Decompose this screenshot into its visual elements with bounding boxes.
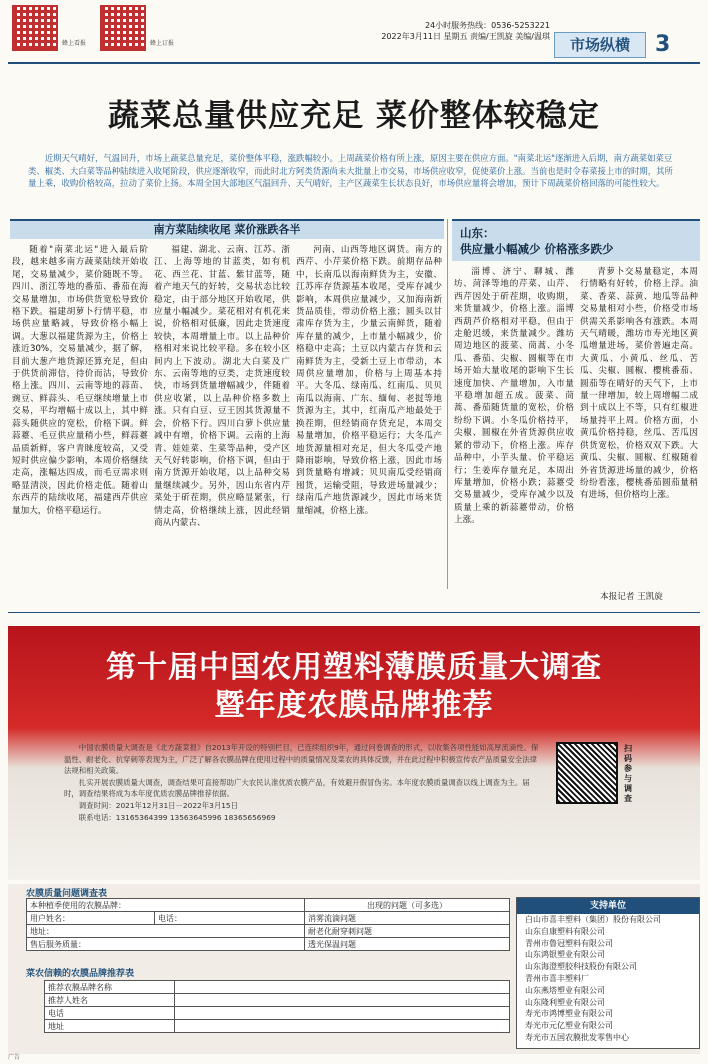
subhead-place: 山东： [460,226,495,240]
farmer-name-field[interactable]: 用户姓名： [27,912,155,925]
ad-body-1: 中国农膜质量大调查是《北方蔬菜报》自2013年开设的特别栏目，已连续组织9年，通过问卷调查的形式，以收集各项性能如高厚流滴性、保温性、耐老化、抗穿刺等表现为主，广泛了解各农膜品牌在使用过程中的质量情况及菜农的具体反馈，并在此过程中积极宣传农产品质量安全法律法规和相关政策。 [64,743,539,776]
subhead-shandong [452,219,700,261]
column-divider [447,219,448,589]
article-bottom-rule [8,612,700,613]
service-field[interactable]: 售后服务质量： [27,938,305,951]
supporter-item: 寿光市元亿塑业有限公司 [525,1021,613,1031]
supporters-title: 支持单位 [517,898,699,914]
supporter-item: 山东隆利塑业有限公司 [525,997,605,1007]
supporter-item: 寿光市五国农膜批发零售中心 [525,1032,629,1042]
supporter-item: 白山市喜丰塑料（集团）股份有限公司 [525,915,661,924]
issue-fog[interactable]: 消雾流滴问题 [305,912,510,925]
column-1: 随着"南菜北运"进入最后阶段，越来越多南方蔬菜陆续开始收尾，交易量减少，菜价随既不等。四川、浙江等地的番茄、番茄在海交易量增加，市场供货宽松导致价格下跌。福建胡萝卜行情平稳，市场供应量略减，导致价格小幅上调。大葱以福建货源为主，价格上涨近30%，交易量减少，据了解，目前大葱产地货源还算充足，但由于供货前滞信，待价而沽，导致价格上涨。四川、云南等地的蒜苗、豌豆、鲜蒜头、毛豆继续增量上市交易，平均增幅十成以上，其中鲜蒜头随供应的宽松，价格下调。鲜蒜薹、毛豆供应量稍小些，鲜蒜薹品质新鲜，客户青睐度较高，又受短时供应偏少影响，本周价格继续走高，涨幅达四成，而毛豆需求则略显清淡，因此价格走低。随着山东西芹的陆续收尾，福建西芹供应量加大，价格平稳运行。 [12,245,148,516]
brand-field[interactable]: 本种植季使用的农膜品牌： [27,899,305,912]
qr-read-label: 蜂上看报 [62,40,87,47]
ad-title-sub: 暨年度农膜品牌推荐 [214,688,494,723]
lead-paragraph: 近期天气晴好，气温回升，市场上蔬菜总量充足，菜价整体平稳，涨跌幅较小。上周蔬菜价格有所上涨，原因主要在供应方面。"南菜北运"逐渐进入后期，南方蔬菜如菜豆类、椒类、大白菜等品种陆续进入收尾阶段，供应逐渐收窄，而此时北方阿类货源尚未大批量上市交易，市场供应收窄，促使菜价上涨。当前也是时令春菜接上市的时期，其所量上乘，收购价格较高，拉动了菜价上扬。本周全国大部地区气温回升、天气晴好，主产区蔬菜生长状态良好，市场供应量将会增加，预计下周蔬菜价格回落的可能性较大。 [28,153,673,188]
ad-body [64,742,544,823]
issue-header: 出现的问题（可多选） [305,899,510,912]
form1-title: 农膜质量问题调查表 [26,889,108,899]
headline: 蔬菜总量供应充足 菜价整体较稳定 [108,98,600,134]
recommend-address-field[interactable] [175,1020,510,1033]
recommend-phone-label: 电话 [45,1007,175,1020]
address-field[interactable]: 地址： [27,925,305,938]
hotline: 24小时服务热线：0536-5253221 [424,21,550,30]
column-4: 淄博、济宁、聊城、潍坊、菏泽等地的芹菜、山芹、西芹因处于斫茬期，收购期，来货量减少，价格上涨。淄博西葫芦价格相对平稳，但由于走舱迟缓，来货量减少。潍坊周边地区的菠菜、茼蒿、小冬瓜、番茄、尖椒、圆椒等在市场开始大量收尾的影响下生长速度加快、产量增加，入市量平稳增加超五成。菠菜、茼蒿、番茄随货量的宽松，价格纷纷下调。小冬瓜价格持平，尖椒、圆椒在外省货源供应收紧的带动下，价格上涨。库存品种中，小芋头量、价平稳运行；生姜库存量充足，本周出库量增加，价格小跌；蒜薹受交易量减少，受库存减少以及质量上乘的新蒜薹带动，价格上涨。 [454,267,574,526]
subhead-south: 南方菜陆续收尾 菜价涨跌各半 [10,219,444,239]
supporter-item: 山东海澄塑胶科技股份有限公司 [525,962,637,972]
ad-title-main: 第十届中国农用塑料薄膜质量大调查 [106,650,602,685]
form2-table [44,980,510,1033]
form1-table [26,898,510,951]
recommend-phone-field[interactable] [175,1007,510,1020]
masthead-info [380,20,550,42]
footer-ad-label: 广告 [8,1054,21,1061]
recommend-address-label: 地址 [45,1020,175,1033]
page-number: 3 [655,32,671,57]
header-rule [8,62,700,64]
supporter-item: 青州市鲁冠塑料有限公司 [525,938,613,948]
issue-aging[interactable]: 耐老化耐穿刺问题 [305,925,510,938]
qr-subscribe-label: 蜂上订报 [150,40,175,47]
column-5: 青萝卜交易量稳定，本周行情略有好转，价格上浮。油菜、香菜、蒜黄、地瓜等品种交易量相对小些，价格受市场供需关系影响各有涨跌。本周天气晴暖，潍坊市寿光地区黄瓜增量进场，菜价普遍走高。大黄瓜、小黄瓜、丝瓜、苦瓜、尖椒、圆椒、樱桃番茄、圆茄等在晴好的天气下，上市量一律增加，较上周增幅二成到十成以上不等，只有红椒进场量持平上周。价格方面，小黄瓜价格持稳，丝瓜、苦瓜因供货宽松，价格双双下跌。大黄瓜、尖椒、圆椒、红椒随着外省货源进场量的减少，价格纷纷看涨，樱桃番茄圆茄量稍有进场，但价格均上涨。 [580,267,698,501]
issue-light[interactable]: 透光保温问题 [305,938,510,951]
supporter-item: 山东鸿银塑业有限公司 [525,950,605,960]
qr-code-subscribe[interactable] [100,5,146,51]
section-title: 市场纵横 [554,32,646,58]
byline: 本报记者 王凯旋 [600,592,663,602]
column-2: 福建、湖北、云南、江苏、浙江、上海等地的甘蓝类，如有机花、西兰花、甘蓝、紫甘蓝等，随着产地天气的好转，交易状态比较稳定，由于部分地区开始收尾，供应量小幅减少。菜花相对有机花来说，价格相对低廉，因此走货速度较快，本周增量上市。以上品种价格相对来说比较平稳。多在较小区间内上下波动。湖北大白菜及广东、云南等地的豆类，走货速度较快，市场到货量增幅减少，伴随着供应收紧，以上品种价格多数上涨。只有白豆、豆王因其货源量不会，价格下行。四川白萝卜供应量减中有增，价格下调。云南的上海青、娃娃菜、生菜等品种，受产区天气好转影响，价格下调，但由于南方货源开始收尾，以上品种交易量继续减少。另外，因山东省内芹菜处于斫茬期，供应略显紧张，行情走高，价格继续上涨，因此经销商从内蒙古、 [154,245,290,528]
ad-qr-label: 扫码参与调查 [624,744,632,803]
ad-period: 调查时间：2021年12月31日－2022年3月15日 [78,800,239,810]
ad-contact: 联系电话：13165364399 13563645996 18365656969 [78,812,276,822]
ad-qr-code[interactable] [556,742,618,804]
recommender-label: 推荐人姓名 [45,994,175,1007]
qr-code-read[interactable] [12,5,58,51]
column-3: 河南、山西等地区调货。南方的西芹、小芹菜价格下跌。前期存品种中，长南瓜以海南鲜货为主，安徽、江苏库存货源基本收尾，受库存减少影响，本周供应量减少，又加海南新货品质佳，带动价格上涨；圆头以甘肃库存货为主，少量云南鲜货，随着库存量的减少，上市量小幅减少，价格稳中走高；土豆以内蒙古存货和云南鲜货为主，受新土豆上市带动，本周供应量增加，价格与上周基本持平。大冬瓜、绿南瓜、红南瓜、贝贝南瓜以海南、广东、缅甸、老挝等地货源为主，其中，红南瓜产地最处于换茬期，但经销商存货充足，本周交易量增加，价格平稳运行；大冬瓜产地货源量相对充足，但大冬瓜受产地降雨影响，导致价格上涨，因此市场到货量略有增减；贝贝南瓜受经销商囤货，运输受阻，导致进场量减少；绿南瓜产地货源减少，因此市场来货量缩减，价格上涨。 [296,245,442,516]
form2-title: 菜农信赖的农膜品牌推荐表 [26,969,135,979]
phone-field[interactable]: 电话： [155,912,305,925]
supporter-item: 山东燕塔塑业有限公司 [525,985,605,995]
recommend-brand-field[interactable] [175,981,510,994]
dateline: 2022年3月11日 星期五 责编/王凯旋 美编/温琪 [381,32,550,41]
supporter-item: 寿光市鸿博塑业有限公司 [525,1009,613,1019]
supporter-item: 山东自康塑料有限公司 [525,926,605,936]
recommender-field[interactable] [175,994,510,1007]
supporters-box [516,897,700,1049]
supporter-item: 青州市喜丰塑料厂 [525,973,589,983]
recommend-brand-label: 推荐农膜品牌名称 [45,981,175,994]
subhead-title: 供应量小幅减少 价格涨多跌少 [460,242,614,256]
ad-body-2: 扎实开展农膜质量大调查，调查结果可直接帮助广大农民认准优质农膜产品，有效避开假冒伪劣。本年度农膜质量调查以线上调查为主。届时，调查结果将成为本年度优质农膜品牌推荐依据。 [64,777,530,799]
